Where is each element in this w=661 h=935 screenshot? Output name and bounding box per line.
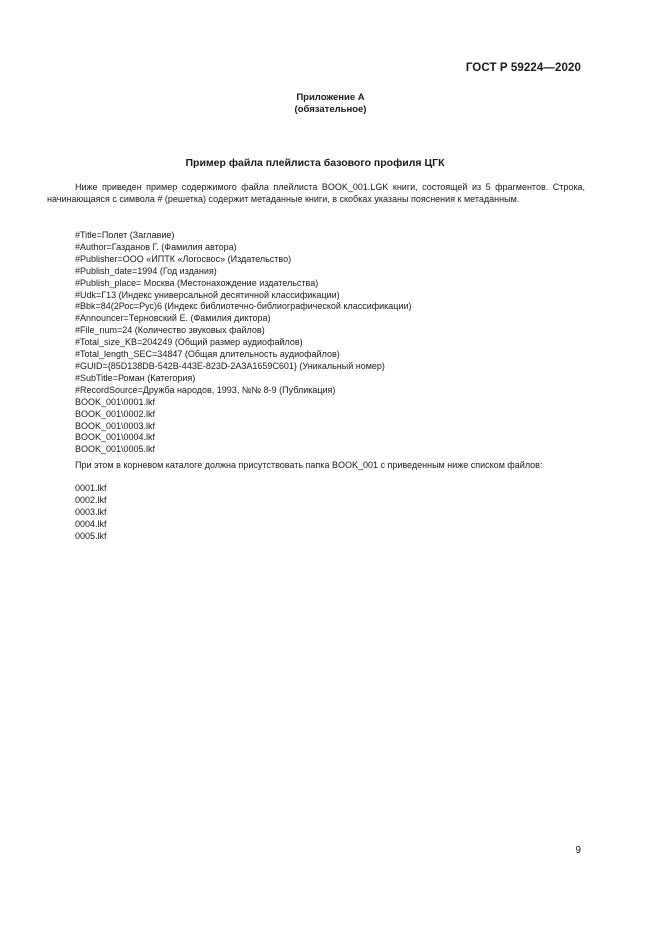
listing-line: #RecordSource=Дружба народов, 1993, №№ 8-9 (Публикация) bbox=[75, 384, 336, 395]
file-item: 0003.lkf bbox=[75, 506, 107, 517]
listing-line: BOOK_001\0003.lkf bbox=[75, 420, 156, 431]
listing-line: #Announcer=Терновский Е. (Фамилия диктора) bbox=[75, 313, 271, 324]
listing-line: #Bbk=84(2Рос=Рус)6 (Индекс библиотечно-библиографической классификации) bbox=[75, 301, 412, 312]
appendix-heading bbox=[0, 92, 661, 116]
listing-line: #Author=Газданов Г. (Фамилия автора) bbox=[75, 241, 237, 252]
listing-line: #Total_length_SEC=34847 (Общая длительность аудиофайлов) bbox=[75, 349, 340, 360]
listing-line: BOOK_001\0002.lkf bbox=[75, 408, 156, 419]
listing-line: #Publish_date=1994 (Год издания) bbox=[75, 265, 217, 276]
section-title: Пример файла плейлиста базового профиля ЦГК bbox=[185, 157, 445, 169]
file-list bbox=[75, 483, 107, 543]
folder-paragraph: При этом в корневом каталоге должна присутствовать папка BOOK_001 с приведенным ниже списком файлов: bbox=[75, 460, 543, 470]
listing-line: BOOK_001\0005.lkf bbox=[75, 444, 156, 455]
listing-line: #File_num=24 (Количество звуковых файлов) bbox=[75, 325, 265, 336]
listing-line: #Total_size_KB=204249 (Общий размер аудиофайлов) bbox=[75, 337, 303, 348]
playlist-listing bbox=[75, 230, 595, 456]
file-item: 0005.lkf bbox=[75, 530, 107, 541]
file-item: 0004.lkf bbox=[75, 518, 107, 529]
file-item: 0001.lkf bbox=[75, 483, 107, 493]
listing-line: #SubTitle=Роман (Категория) bbox=[75, 372, 196, 383]
appendix-status: (обязательное) bbox=[294, 104, 367, 115]
appendix-label: Приложение А bbox=[296, 92, 365, 103]
listing-line: BOOK_001\0004.lkf bbox=[75, 432, 156, 443]
listing-line: #Publish_place= Москва (Местонахождение издательства) bbox=[75, 277, 319, 288]
file-item: 0002.lkf bbox=[75, 494, 107, 505]
intro-paragraph: Ниже приведен пример содержимого файла плейлиста BOOK_001.LGK книги, состоящей из 5 фрагментов. Строка, начинающаяся с символа # (решетка) содержит метаданные книги, в скобках указаны пояснения к метаданным. bbox=[47, 182, 585, 205]
listing-line: #Title=Полет (Заглавие) bbox=[75, 230, 175, 240]
listing-line: #GUID={85D138DB-542B-443E-823D-2A3A1659C601} (Уникальный номер) bbox=[75, 360, 385, 371]
listing-line: #Udk=Г13 (Индекс универсальной десятичной классификации) bbox=[75, 289, 340, 300]
standard-code: ГОСТ Р 59224—2020 bbox=[465, 62, 581, 74]
page-number: 9 bbox=[575, 845, 581, 856]
listing-line: BOOK_001\0001.lkf bbox=[75, 396, 156, 407]
listing-line: #Publisher=ООО «ИПТК «Логосвос» (Издательство) bbox=[75, 253, 292, 264]
